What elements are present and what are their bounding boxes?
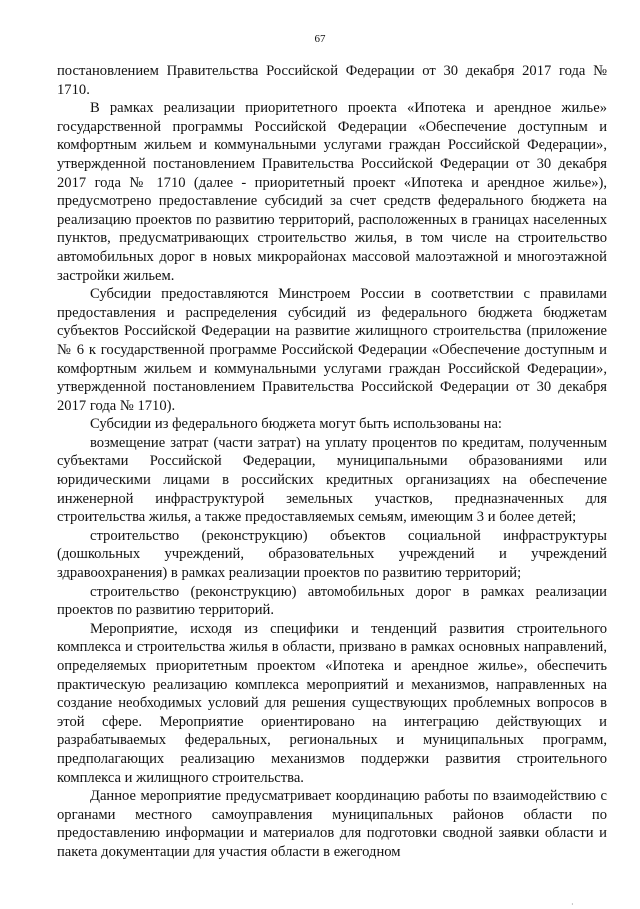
paragraph-usage-interest-compensation: возмещение затрат (части затрат) на уплату процентов по кредитам, полученным субъектами Российской Федерации, муниципальными образованиями или юридическими лицами в российских кредитных организациях на обеспечение инженерной инфраструктурой земельных участков, предназначенных для строительства жилья, а также предоставляемых семьям, имеющим 3 и более детей; <box>57 434 607 526</box>
paragraph-usage-social-infrastructure: строительство (реконструкцию) объектов социальной инфраструктуры (дошкольных учреждений, образовательных учреждений и учреждений здравоохранения) в рамках реализации проектов по развитию территорий; <box>57 527 607 582</box>
paragraph-usage-roads: строительство (реконструкцию) автомобильных дорог в рамках реализации проектов по развитию территорий. <box>57 583 607 619</box>
paragraph-subsidy-usage-intro: Субсидии из федерального бюджета могут быть использованы на: <box>90 416 502 433</box>
paragraph-measure-description: Мероприятие, исходя из специфики и тенденций развития строительного комплекса и строительства жилья в области, призвано в рамках основных направлений, определяемых приоритетным проектом «Ипотека и арендное жилье», обеспечить практическую реализацию комплекса мероприятий и механизмов, направленных на создание необходимых условий для решения существующих проблемных вопросов в этой сфере. Мероприятие ориентировано на интеграцию действующих и разрабатываемых федеральных, региональных и муниципальных программ, предполагающих реализацию механизмов поддержки развития строительного комплекса и жилищного строительства. <box>57 620 607 786</box>
page-number: 67 <box>314 33 326 45</box>
paragraph-coordination: Данное мероприятие предусматривает координацию работы по взаимодействию с органами местного самоуправления муниципальных районов области по предоставлению информации и материалов для подготовки сводной заявки области и пакета документации для участия области в ежегодном <box>57 788 607 860</box>
paragraph-priority-project: В рамках реализации приоритетного проекта «Ипотека и арендное жилье» государственной программы Российской Федерации «Обеспечение доступным и комфортным жильем и коммунальными услугами граждан Российской Федерации», утвержденной постановлением Правительства Российской Федерации от 30 декабря 2017 года № 1710 (далее - приоритетный проект «Ипотека и арендное жилье»), предусмотрено предоставление субсидий за счет средств федерального бюджета на реализацию проектов по развитию территорий, расположенных в границах населенных пунктов, предусматривающих строительство жилья, в том числе на строительство автомобильных дорог в новых микрорайонах массовой малоэтажной и многоэтажной застройки жильем. <box>57 100 607 284</box>
paragraph-subsidy-provision: Субсидии предоставляются Минстроем России в соответствии с правилами предоставления и распределения субсидий из федерального бюджета бюджетам субъектов Российской Федерации на развитие жилищного строительства (приложение № 6 к государственной программе Российской Федерации «Обеспечение доступным и комфортным жильем и коммунальными услугами граждан Российской Федерации», утвержденной постановлением Правительства Российской Федерации от 30 декабря 2017 года № 1710). <box>57 286 607 414</box>
scan-mark: · <box>571 900 574 909</box>
document-body <box>57 62 607 862</box>
paragraph-continuation: постановлением Правительства Российской Федерации от 30 декабря 2017 года № 1710. <box>57 63 607 98</box>
